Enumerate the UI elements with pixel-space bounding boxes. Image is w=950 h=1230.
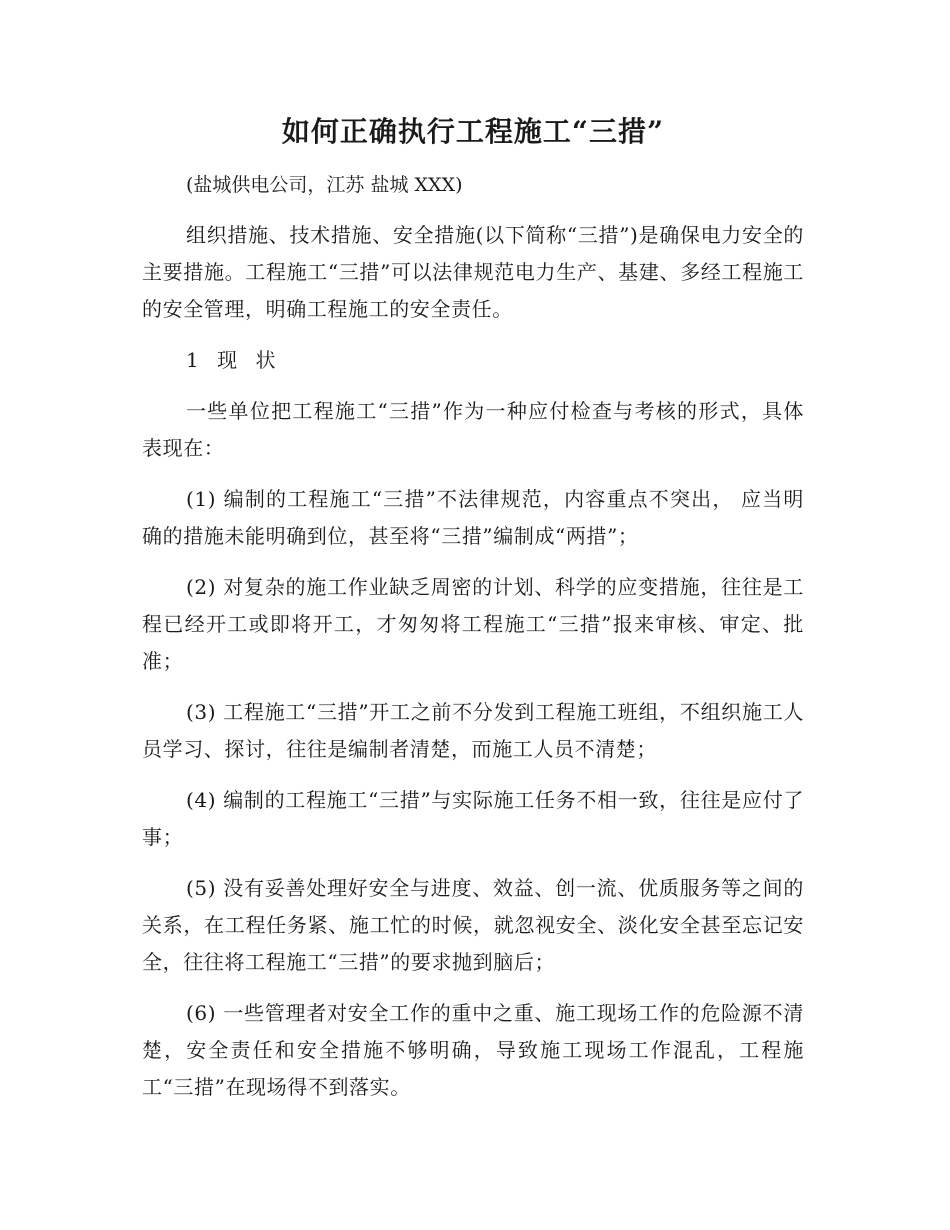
list-item: (1) 编制的工程施工“三措”不法律规范，内容重点不突出， 应当明确的措施未能明确到位，甚至将“三措”编制成“两措”； xyxy=(142,487,804,548)
intro-paragraph: 组织措施、技术措施、安全措施(以下简称“三措”)是确保电力安全的主要措施。工程施工“三措”可以法律规范电力生产、基建、多经工程施工的安全管理，明确工程施工的安全责任。 xyxy=(142,223,804,321)
section-intro-paragraph: 一些单位把工程施工“三措”作为一种应付检查与考核的形式，具体表现在： xyxy=(142,399,804,460)
section-heading: 1 现 状 xyxy=(186,348,282,372)
list-item: (4) 编制的工程施工“三措”与实际施工任务不相一致，往往是应付了事； xyxy=(142,788,804,849)
document-title: 如何正确执行工程施工“三措” xyxy=(281,115,665,148)
list-item: (5) 没有妥善处理好安全与进度、效益、创一流、优质服务等之间的关系，在工程任务紧、施工忙的时候，就忽视安全、淡化安全甚至忘记安全，往往将工程施工“三措”的要求抛到脑后； xyxy=(142,876,804,974)
list-item: (3) 工程施工“三措”开工之前不分发到工程施工班组，不组织施工人员学习、探讨，往往是编制者清楚，而施工人员不清楚； xyxy=(142,700,804,761)
list-item: (2) 对复杂的施工作业缺乏周密的计划、科学的应变措施，往往是工程已经开工或即将开工，才匆匆将工程施工“三措”报来审核、审定、批准； xyxy=(142,575,804,673)
document-page xyxy=(142,112,804,1120)
author-affiliation: (盐城供电公司，江苏 盐城 XXX) xyxy=(186,174,463,196)
list-item: (6) 一些管理者对安全工作的重中之重、施工现场工作的危险源不清楚，安全责任和安全措施不够明确，导致施工现场工作混乱，工程施工“三措”在现场得不到落实。 xyxy=(142,1001,804,1099)
